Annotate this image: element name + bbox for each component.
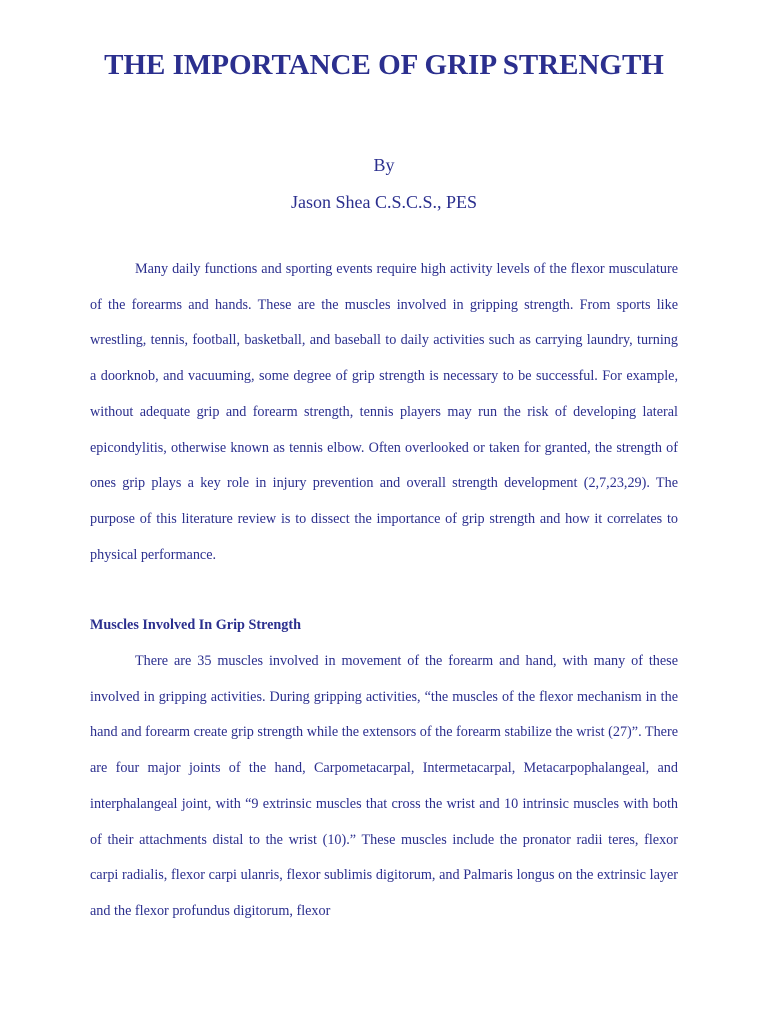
section-heading: Muscles Involved In Grip Strength [90, 617, 301, 633]
byline: By [373, 155, 395, 175]
intro-paragraph: Many daily functions and sporting events require high activity levels of the flexor musculature of the forearms and hands. These are the muscles involved in gripping strength. From sports like wrestling, tennis, football, basketball, and baseball to daily activities such as carrying laundry, turning a doorknob, and vacuuming, some degree of grip strength is necessary to be successful. For example, without adequate grip and forearm strength, tennis players may run the risk of developing lateral epicondylitis, otherwise known as tennis elbow. Often overlooked or taken for granted, the strength of ones grip plays a key role in injury prevention and overall strength development (2,7,23,29). The purpose of this literature review is to dissect the importance of grip strength and how it correlates to physical performance. [90, 261, 678, 563]
author-name: Jason Shea C.S.C.S., PES [290, 192, 478, 212]
document-title: THE IMPORTANCE OF GRIP STRENGTH [104, 49, 664, 81]
section-paragraph: There are 35 muscles involved in movement of the forearm and hand, with many of these involved in gripping activities. During gripping activities, “the muscles of the flexor mechanism in the hand and forearm create grip strength while the extensors of the forearm stabilize the wrist (27)”. There are four major joints of the hand, Carpometacarpal, Intermetacarpal, Metacarpophalangeal, and interphalangeal joint, with “9 extrinsic muscles that cross the wrist and 10 intrinsic muscles with both of their attachments distal to the wrist (10).” These muscles include the pronator radii teres, flexor carpi radialis, flexor carpi ulanris, flexor sublimis digitorum, and Palmaris longus on the extrinsic layer and the flexor profundus digitorum, flexor [90, 653, 678, 919]
